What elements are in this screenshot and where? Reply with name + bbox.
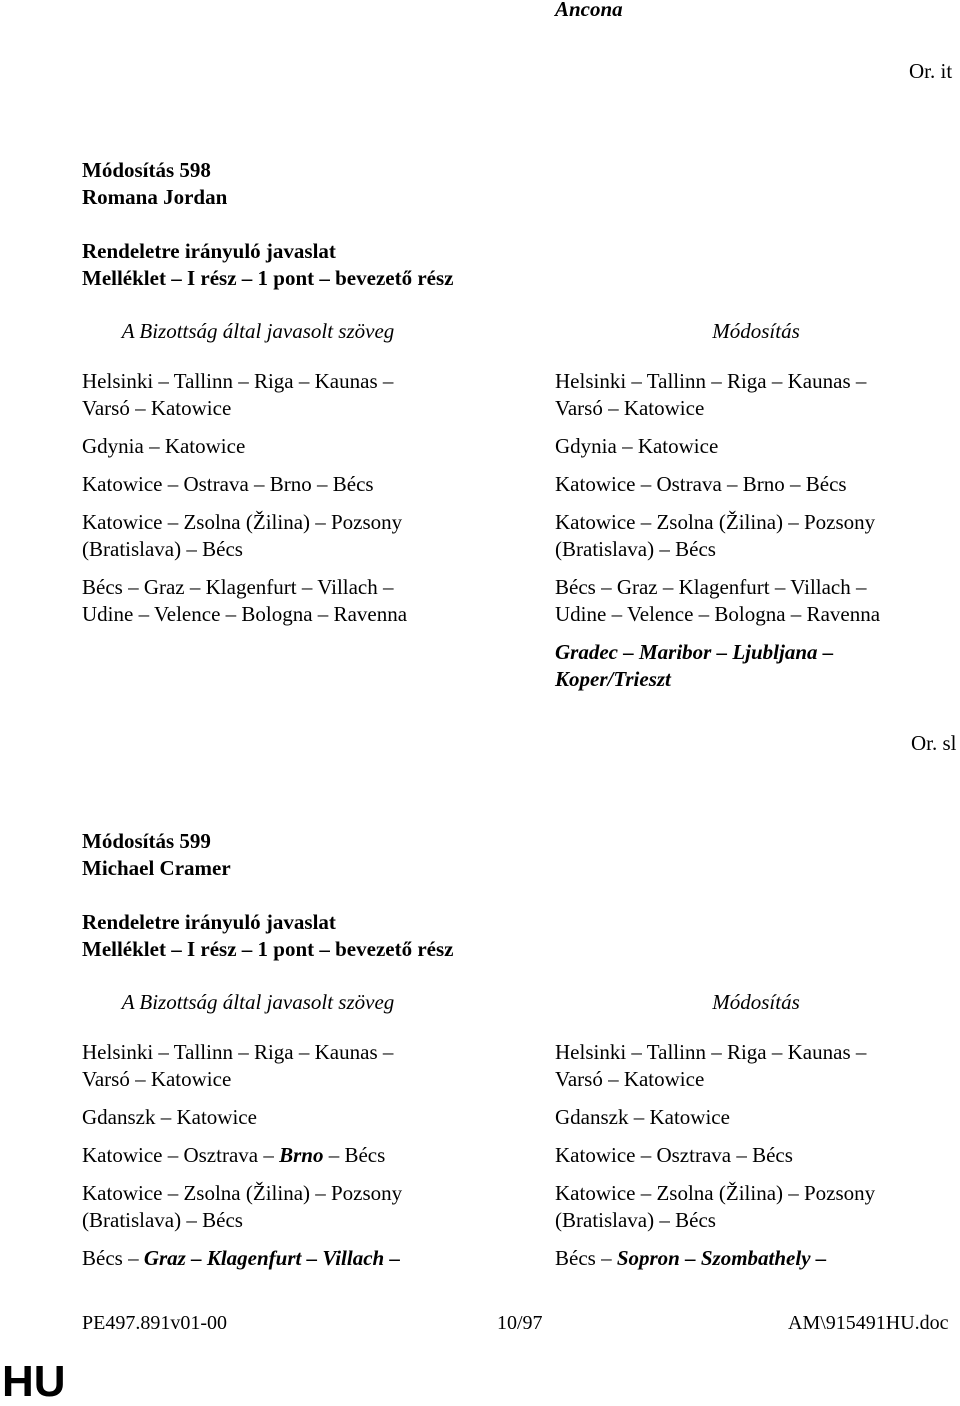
route-line: Katowice – Zsolna (Žilina) – Pozsony <box>82 1181 403 1205</box>
amendment-598-left-column <box>82 368 482 639</box>
route-line: Katowice – Osztrava – Bécs <box>555 1143 793 1167</box>
amendment-599-number: Módosítás 599 <box>82 829 211 853</box>
amendment-599-author: Michael Cramer <box>82 856 231 880</box>
added-route-line: Gradec – Maribor – Ljubljana – <box>555 640 834 664</box>
route-line: Katowice – Zsolna (Žilina) – Pozsony <box>82 510 403 534</box>
amendment-599-reference: Melléklet – I rész – 1 pont – bevezető rész <box>82 937 454 961</box>
amendment-599-left-column <box>82 1039 482 1283</box>
footer-file-name: AM\915491HU.doc <box>788 1312 949 1334</box>
route-line: Helsinki – Tallinn – Riga – Kaunas – <box>82 1040 394 1064</box>
route-paragraph <box>555 368 955 422</box>
route-line: (Bratislava) – Bécs <box>555 1208 716 1232</box>
route-segment: Bécs – <box>555 1246 617 1270</box>
route-paragraph <box>555 574 955 628</box>
place-name: Ancona <box>555 0 623 21</box>
route-line <box>82 1245 482 1272</box>
route-paragraph <box>82 1142 482 1169</box>
route-line: Gdynia – Katowice <box>555 434 719 458</box>
route-paragraph <box>555 1245 955 1272</box>
route-segment: – Bécs <box>323 1143 386 1167</box>
footer-document-reference: PE497.891v01-00 <box>82 1312 227 1334</box>
route-line: Gdynia – Katowice <box>82 434 246 458</box>
route-line: (Bratislava) – Bécs <box>82 537 243 561</box>
route-line: (Bratislava) – Bécs <box>555 537 716 561</box>
route-line <box>82 1142 482 1169</box>
route-line: Katowice – Ostrava – Brno – Bécs <box>555 472 847 496</box>
route-paragraph <box>555 471 955 498</box>
route-line: Udine – Velence – Bologna – Ravenna <box>555 602 881 626</box>
route-line: Varsó – Katowice <box>82 396 232 420</box>
amendment-599-proposal: Rendeletre irányuló javaslat <box>82 910 336 934</box>
route-line: Helsinki – Tallinn – Riga – Kaunas – <box>555 1040 867 1064</box>
route-paragraph <box>82 1039 482 1093</box>
original-language-2: Or. sl <box>911 731 957 755</box>
route-line: Gdanszk – Katowice <box>555 1105 730 1129</box>
route-line: Katowice – Ostrava – Brno – Bécs <box>82 472 374 496</box>
route-paragraph <box>82 471 482 498</box>
route-line: (Bratislava) – Bécs <box>82 1208 243 1232</box>
route-line: Varsó – Katowice <box>555 396 705 420</box>
route-line: Helsinki – Tallinn – Riga – Kaunas – <box>82 369 394 393</box>
route-line: Bécs – Graz – Klagenfurt – Villach – <box>555 575 867 599</box>
route-line: Helsinki – Tallinn – Riga – Kaunas – <box>555 369 867 393</box>
amendment-599-left-header: A Bizottság által javasolt szöveg <box>121 990 395 1014</box>
route-paragraph <box>555 1104 955 1131</box>
route-paragraph <box>555 509 955 563</box>
footer-page-number: 10/97 <box>497 1312 543 1334</box>
route-paragraph <box>82 509 482 563</box>
route-paragraph <box>555 1180 955 1234</box>
amendment-599-right-column <box>555 1039 955 1283</box>
route-line: Gdanszk – Katowice <box>82 1105 257 1129</box>
deleted-route-segment: Brno <box>279 1143 324 1167</box>
route-paragraph <box>82 368 482 422</box>
added-route-line: Koper/Trieszt <box>555 667 671 691</box>
amendment-598-right-header: Módosítás <box>712 319 800 343</box>
original-language-1: Or. it <box>909 59 953 83</box>
route-paragraph <box>555 1142 955 1169</box>
amendment-598-left-header: A Bizottság által javasolt szöveg <box>121 319 395 343</box>
route-paragraph <box>82 574 482 628</box>
added-route-segment: Sopron – Szombathely – <box>616 1246 827 1270</box>
amendment-598-proposal: Rendeletre irányuló javaslat <box>82 239 336 263</box>
route-line <box>555 1245 955 1272</box>
route-paragraph <box>82 1245 482 1272</box>
route-paragraph <box>82 1180 482 1234</box>
deleted-route-segment: Graz – Klagenfurt – Villach – <box>143 1246 400 1270</box>
language-code-label: HU <box>2 1357 66 1406</box>
route-line: Varsó – Katowice <box>82 1067 232 1091</box>
amendment-598-right-column <box>555 368 955 704</box>
route-segment: Bécs – <box>82 1246 144 1270</box>
amendment-598-number: Módosítás 598 <box>82 158 211 182</box>
route-line: Udine – Velence – Bologna – Ravenna <box>82 602 408 626</box>
added-route-paragraph <box>555 639 955 693</box>
route-paragraph <box>82 1104 482 1131</box>
amendment-598-author: Romana Jordan <box>82 185 228 209</box>
route-paragraph <box>555 1039 955 1093</box>
route-line: Varsó – Katowice <box>555 1067 705 1091</box>
amendment-598-reference: Melléklet – I rész – 1 pont – bevezető rész <box>82 266 454 290</box>
route-line: Katowice – Zsolna (Žilina) – Pozsony <box>555 510 876 534</box>
route-paragraph <box>82 433 482 460</box>
route-line: Bécs – Graz – Klagenfurt – Villach – <box>82 575 394 599</box>
route-line: Katowice – Zsolna (Žilina) – Pozsony <box>555 1181 876 1205</box>
amendment-599-right-header: Módosítás <box>712 990 800 1014</box>
route-paragraph <box>555 433 955 460</box>
route-segment: Katowice – Osztrava – <box>82 1143 280 1167</box>
